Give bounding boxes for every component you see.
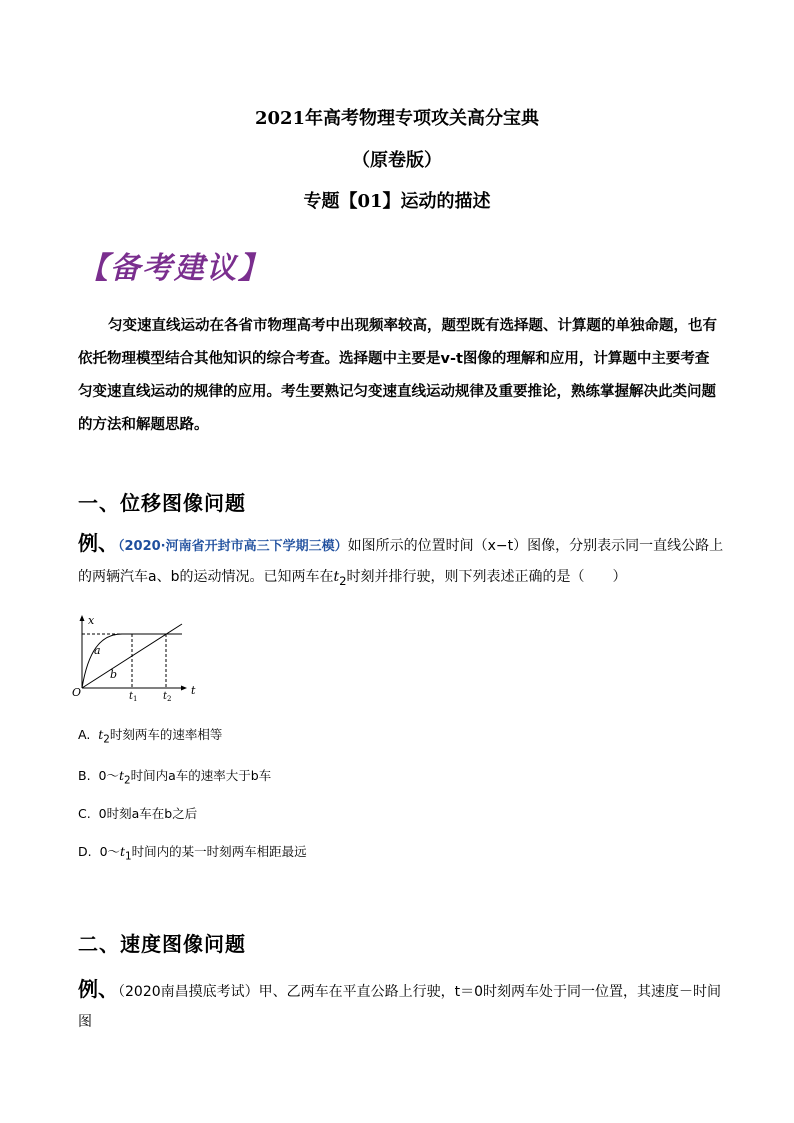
t2-subscript: 2	[167, 695, 172, 702]
example1-question	[78, 528, 728, 596]
option-d-pre: 0～	[99, 844, 121, 859]
option-a-sub: 2	[103, 733, 110, 746]
example1-t2-sub: 2	[339, 573, 347, 588]
t1-label: t	[129, 691, 134, 702]
t1-subscript: 1	[133, 695, 138, 702]
advice-heading: 【备考建议】	[78, 251, 270, 286]
origin-label: O	[72, 686, 82, 699]
example1-text-part1: 如图所示的位置时间（x−t）图像，分别表示同一直线公路上的两辆汽车a、b的运动情况。已知两车在	[78, 538, 724, 585]
topic-title: 专题【01】运动的描述	[303, 191, 491, 212]
option-b-text: 时间内a车的速率大于b车	[130, 768, 272, 783]
xt-graph-figure	[70, 612, 200, 702]
option-d-sub: 1	[125, 850, 132, 863]
x-axis-label: x	[88, 614, 95, 627]
option-b-sub: 2	[124, 774, 131, 787]
option-d-var: t	[120, 844, 126, 859]
option-d-text: 时间内的某一时刻两车相距最远	[131, 844, 307, 859]
option-c	[78, 804, 197, 822]
example2-question	[78, 974, 728, 1037]
option-b	[78, 766, 271, 787]
example1-source: （2020·河南省开封市高三下学期三模）	[118, 539, 348, 554]
x-axis-arrow	[80, 615, 85, 621]
option-b-var: t	[118, 768, 124, 783]
example2-text: （2020南昌摸底考试）甲、乙两车在平直公路上行驶，t＝0时刻两车处于同一位置，其速度－时间图	[78, 984, 722, 1030]
example1-text-part2: 时刻并排行驶，则下列表述正确的是（ ）	[346, 569, 627, 585]
option-d	[78, 842, 307, 863]
example1-lead: 例、	[78, 531, 118, 555]
document-title: 2021年高考物理专项攻关高分宝典	[254, 108, 540, 129]
document-subtitle: （原卷版）	[352, 150, 442, 171]
example1-t2: t	[333, 569, 340, 585]
t-axis-arrow	[181, 686, 187, 691]
line-b-label: b	[110, 668, 118, 681]
option-a-letter: A.	[78, 727, 91, 742]
section1-heading: 一、位移图像问题	[78, 491, 246, 515]
option-a	[78, 725, 222, 746]
option-c-letter: C.	[78, 806, 91, 821]
option-b-pre: 0～	[98, 768, 119, 783]
option-b-letter: B.	[78, 768, 91, 783]
t-axis-label: t	[191, 684, 196, 697]
option-a-text: 时刻两车的速率相等	[109, 727, 223, 742]
t2-label: t	[163, 691, 168, 702]
advice-paragraph: 匀变速直线运动在各省市物理高考中出现频率较高，题型既有选择题、计算题的单独命题，也有依托物理模型结合其他知识的综合考查。选择题中主要是v-t图像的理解和应用，计算题中主要考查匀变速直线运动的规律的应用。考生要熟记匀变速直线运动规律及重要推论，熟练掌握解决此类问题的方法和解题思路。	[78, 318, 717, 433]
section2-heading: 二、速度图像问题	[78, 932, 246, 956]
option-a-var: t	[98, 727, 104, 742]
option-d-letter: D.	[78, 844, 92, 859]
option-c-text: 0时刻a车在b之后	[98, 806, 198, 821]
curve-a-label: a	[94, 644, 101, 657]
example2-lead: 例、	[78, 977, 118, 1001]
